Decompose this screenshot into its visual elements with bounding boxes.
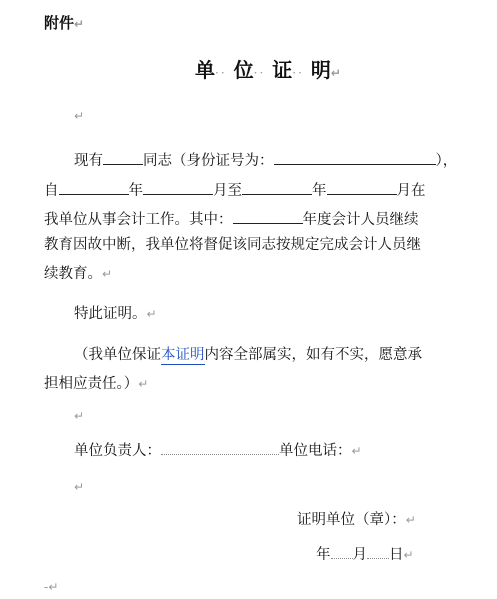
para1-line2: 自 年 月至 年 月在 (44, 180, 426, 199)
para1-line1: 现有 同志（身份证号为： ）， (74, 150, 457, 169)
day-blank[interactable] (367, 548, 389, 559)
page-title: 单·· 位·· 证·· 明↵ (195, 58, 341, 82)
attachment-label: 附件 (44, 14, 75, 32)
end-paragraph-mark: -↵ (44, 580, 59, 594)
issuer-line: 证明单位（章）：↵ (297, 512, 416, 528)
responsible-label: 单位负责人： (74, 443, 161, 459)
empty-paragraph-mark: ↵ (74, 109, 85, 123)
start-year-blank[interactable] (59, 180, 129, 195)
end-year-blank[interactable] (242, 180, 312, 195)
para1-line5: 续教育。↵ (44, 266, 113, 282)
para1-line3: 我单位从事会计工作。其中： 年度会计人员继续 (44, 209, 419, 228)
empty-paragraph-mark: ↵ (74, 480, 85, 494)
name-blank[interactable] (103, 150, 143, 165)
para1-line4: 教育因故中断，我单位将督促该同志按规定完成会计人员继 (44, 237, 421, 253)
date-line: 年 月 日↵ (316, 547, 414, 563)
certificate-link[interactable]: 本证明 (161, 347, 205, 363)
para3-line1: （我单位保证本证明内容全部属实，如有不实，愿意承 (74, 347, 422, 363)
empty-paragraph-mark: ↵ (74, 409, 85, 423)
paragraph-mark: ↵ (74, 17, 85, 31)
para3-line2: 担相应责任。）↵ (44, 376, 149, 392)
start-month-blank[interactable] (143, 180, 213, 195)
month-blank[interactable] (331, 548, 353, 559)
end-month-blank[interactable] (327, 180, 397, 195)
responsible-blank[interactable] (161, 444, 279, 455)
phone-label: 单位电话： (279, 443, 352, 459)
id-number-blank[interactable] (274, 150, 436, 165)
year-blank[interactable] (233, 209, 303, 224)
responsible-line: 单位负责人： 单位电话：↵ (74, 443, 362, 459)
issuer-label: 证明单位（章）： (297, 512, 406, 528)
para2: 特此证明。↵ (74, 306, 157, 322)
